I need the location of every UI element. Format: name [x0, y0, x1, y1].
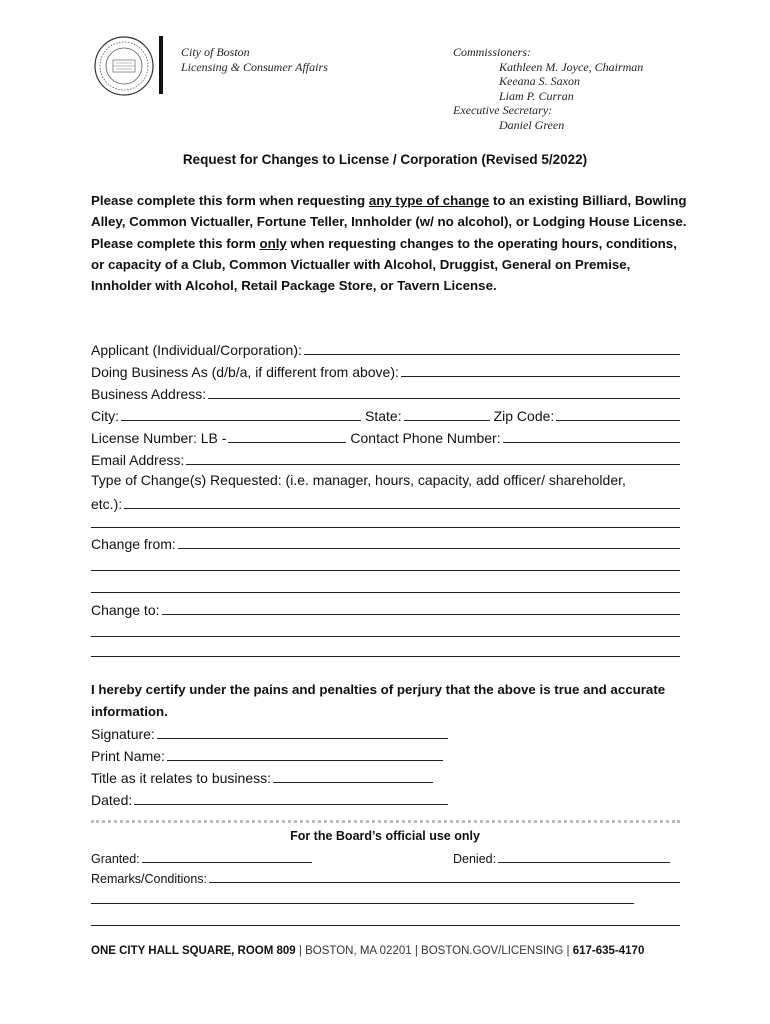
- dba-field[interactable]: [401, 362, 680, 377]
- title-field[interactable]: [273, 768, 433, 783]
- change-from-field[interactable]: [178, 534, 680, 549]
- type-of-change-cont-row: [91, 494, 680, 514]
- business-address-row: [91, 384, 680, 404]
- print-name-label: Print Name:: [91, 748, 165, 764]
- agency-name: City of Boston: [181, 45, 250, 59]
- granted-field[interactable]: [142, 850, 312, 863]
- footer-website: BOSTON.GOV/LICENSING: [421, 945, 564, 957]
- agency-block: [181, 45, 328, 75]
- signature-row: [91, 724, 448, 744]
- dba-row: [91, 362, 680, 382]
- applicant-field[interactable]: [304, 340, 680, 355]
- email-row: [91, 450, 680, 470]
- footer-phone: 617-635-4170: [572, 945, 645, 957]
- license-number-field[interactable]: [228, 428, 346, 443]
- email-field[interactable]: [186, 450, 680, 465]
- intro-paragraph: [91, 190, 691, 296]
- contact-phone-label: Contact Phone Number:: [350, 430, 501, 446]
- title-label: Title as it relates to business:: [91, 770, 272, 786]
- change-from-extra-line[interactable]: [91, 570, 680, 571]
- state-label: State:: [365, 408, 402, 424]
- title-row: [91, 768, 433, 788]
- intro-emphasis: only: [259, 235, 287, 251]
- city-seal-icon: [94, 36, 154, 96]
- commissioners-label: Commissioners:: [453, 45, 532, 59]
- type-of-change-row: [91, 472, 680, 492]
- dba-label: Doing Business As (d/b/a, if different from above):: [91, 364, 399, 380]
- signature-label: Signature:: [91, 726, 155, 742]
- page-footer: [91, 945, 644, 957]
- commissioner-name: Keeana S. Saxon: [499, 74, 580, 89]
- commissioners-block: [453, 45, 643, 133]
- dated-field[interactable]: [134, 790, 448, 805]
- change-from-row: [91, 534, 680, 554]
- intro-text: Please complete this form when requesting: [91, 193, 369, 208]
- intro-text: to an existing Billiard, Bowling Alley, Common Victualler, Fortune Teller, Innholder (w/ no alcohol), or Lodging House License. Please complete this form: [91, 193, 687, 251]
- footer-city: BOSTON, MA 02201: [305, 945, 412, 957]
- agency-department: Licensing & Consumer Affairs: [181, 60, 328, 74]
- change-to-label: Change to:: [91, 602, 160, 618]
- print-name-field[interactable]: [167, 746, 443, 761]
- footer-address: ONE CITY HALL SQUARE, ROOM 809: [91, 945, 296, 957]
- change-to-row: [91, 600, 680, 620]
- state-field[interactable]: [404, 406, 490, 421]
- denied-row: [453, 850, 670, 868]
- intro-text: when requesting changes to the operating hours, conditions, or capacity of a Club, Common Victualler with Alcohol, Druggist, General on Premise, Innholder with Alcohol, Retail Package Store, or Tavern License.: [91, 235, 677, 294]
- granted-row: [91, 850, 312, 868]
- official-use-heading: For the Board’s official use only: [290, 829, 480, 843]
- remarks-extra-line[interactable]: [91, 903, 634, 904]
- applicant-label: Applicant (Individual/Corporation):: [91, 342, 302, 358]
- type-of-change-extra-line[interactable]: [91, 527, 680, 528]
- contact-phone-field[interactable]: [503, 428, 680, 443]
- print-name-row: [91, 746, 443, 766]
- footer-separator: |: [295, 945, 306, 957]
- form-title: Request for Changes to License / Corporation (Revised 5/2022): [182, 152, 588, 167]
- dated-row: [91, 790, 448, 810]
- email-label: Email Address:: [91, 452, 185, 468]
- footer-separator: |: [563, 945, 573, 957]
- intro-emphasis: any type of change: [368, 193, 490, 208]
- applicant-row: [91, 340, 680, 360]
- remarks-row: [91, 870, 680, 888]
- city-state-zip-row: [91, 406, 680, 426]
- business-address-label: Business Address:: [91, 386, 207, 402]
- business-address-field[interactable]: [208, 384, 680, 399]
- signature-field[interactable]: [157, 724, 448, 739]
- remarks-extra-line[interactable]: [91, 925, 680, 926]
- granted-label: Granted:: [91, 852, 140, 866]
- zip-label: Zip Code:: [493, 408, 555, 424]
- secretary-label: Executive Secretary:: [453, 103, 553, 118]
- city-field[interactable]: [121, 406, 361, 421]
- type-of-change-cont-label: etc.):: [91, 496, 123, 512]
- commissioner-name: Kathleen M. Joyce, Chairman: [499, 59, 644, 74]
- zip-field[interactable]: [556, 406, 680, 421]
- secretary-name: Daniel Green: [499, 117, 565, 132]
- type-of-change-field[interactable]: [124, 494, 680, 509]
- denied-field[interactable]: [498, 850, 670, 863]
- city-label: City:: [91, 408, 119, 424]
- section-divider: [91, 820, 680, 823]
- remarks-label: Remarks/Conditions:: [91, 872, 208, 886]
- license-phone-row: [91, 428, 680, 448]
- change-from-label: Change from:: [91, 536, 176, 552]
- header-divider: [159, 36, 163, 94]
- certification-statement: I hereby certify under the pains and penalties of perjury that the above is true and accurate information.: [91, 682, 666, 719]
- license-number-label: License Number: LB -: [91, 430, 227, 446]
- change-from-extra-line[interactable]: [91, 592, 680, 593]
- type-of-change-label: Type of Change(s) Requested: (i.e. manager, hours, capacity, add officer/ shareholder,: [91, 472, 626, 488]
- footer-separator: |: [411, 945, 422, 957]
- remarks-field[interactable]: [209, 870, 680, 883]
- change-to-extra-line[interactable]: [91, 636, 680, 637]
- dated-label: Dated:: [91, 792, 133, 808]
- change-to-field[interactable]: [162, 600, 681, 615]
- change-to-extra-line[interactable]: [91, 656, 680, 657]
- denied-label: Denied:: [453, 852, 497, 866]
- commissioner-name: Liam P. Curran: [499, 88, 574, 103]
